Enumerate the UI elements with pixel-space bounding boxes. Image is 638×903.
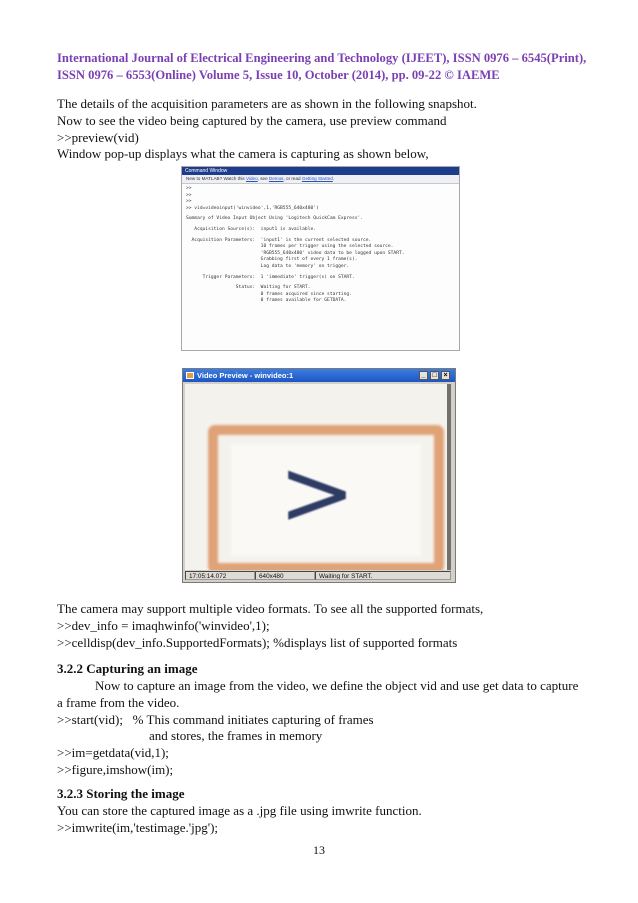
capturing-code-comment: and stores, the frames in memory xyxy=(149,728,323,744)
command-line: >> vid=videoinput('winvideo',1,'RGB555_640x480') xyxy=(186,205,319,211)
command-line: >> xyxy=(186,199,192,205)
status-resolution: 640x480 xyxy=(255,571,315,580)
info-text: , see xyxy=(257,176,269,181)
journal-header xyxy=(57,50,597,84)
capturing-code-line: >>start(vid); % This command initiates capturing of frames xyxy=(57,711,374,727)
video-status-bar xyxy=(185,571,451,580)
info-text: . xyxy=(332,176,335,181)
maximize-icon[interactable]: □ xyxy=(430,371,439,380)
demos-link[interactable]: Demos xyxy=(268,176,284,181)
formats-line: >>celldisp(dev_info.SupportedFormats); %displays list of supported formats xyxy=(57,634,458,650)
close-icon[interactable]: × xyxy=(441,371,450,380)
video-preview-title: Video Preview - winvideo:1 xyxy=(197,371,294,380)
section-heading-capturing: 3.2.2 Capturing an image xyxy=(57,661,198,676)
video-link[interactable]: Video xyxy=(246,176,258,181)
intro-paragraph xyxy=(57,96,597,163)
capturing-line: a frame from the video. xyxy=(57,694,180,710)
command-line: Summary of Video Input Object Using 'Logitech QuickCam Express'. xyxy=(186,216,364,222)
status-message: Waiting for START. xyxy=(315,571,451,580)
intro-line: Now to see the video being captured by the camera, use preview command xyxy=(57,112,447,128)
intro-line: Window pop-up displays what the camera is capturing as shown below, xyxy=(57,146,429,162)
video-frame xyxy=(185,384,451,570)
command-line: Status: Waiting for START. xyxy=(186,285,311,291)
capturing-code-line: >>figure,imshow(im); xyxy=(57,761,174,777)
intro-line: >>preview(vid) xyxy=(57,129,139,145)
command-window-output xyxy=(182,184,459,307)
capturing-code-line: >>im=getdata(vid,1); xyxy=(57,745,169,761)
formats-line: The camera may support multiple video formats. To see all the supported formats, xyxy=(57,601,484,616)
preview-glyph: > xyxy=(278,439,356,546)
command-line: 0 frames acquired since starting. xyxy=(186,291,352,297)
formats-paragraph xyxy=(57,601,597,651)
command-line: 10 frames per trigger using the selected source. xyxy=(186,244,394,250)
command-line: Trigger Parameters: 1 'immediate' trigger(s) on START. xyxy=(186,274,355,280)
command-line: Acquisition Source(s): input1 is available. xyxy=(186,226,316,232)
info-text: , or read xyxy=(283,176,302,181)
video-frame-image xyxy=(185,384,451,570)
journal-header-line-2: ISSN 0976 – 6553(Online) Volume 5, Issue 10, October (2014), pp. 09-22 © IAEME xyxy=(57,68,500,82)
command-line: >> xyxy=(186,186,192,191)
command-line: 0 frames available for GETDATA. xyxy=(186,298,347,304)
intro-line: The details of the acquisition parameters are as shown in the following snapshot. xyxy=(57,96,477,111)
command-line: Log data to 'memory' on trigger. xyxy=(186,263,350,269)
info-text: New to MATLAB? Watch this xyxy=(186,176,246,181)
storing-code-line: >>imwrite(im,'testimage.'jpg'); xyxy=(57,819,219,835)
command-line: 'RGB555_640x480' video data to be logged upon START. xyxy=(186,250,405,256)
capturing-line: Now to capture an image from the video, we define the object vid and use get data to capture xyxy=(95,678,579,693)
formats-line: >>dev_info = imaqhwinfo('winvideo',1); xyxy=(57,617,270,633)
command-line: >> xyxy=(186,192,192,198)
storing-line: You can store the captured image as a .jpg file using imwrite function. xyxy=(57,803,422,818)
page-number: 13 xyxy=(313,843,325,857)
storing-paragraph xyxy=(57,803,597,837)
capturing-paragraph xyxy=(57,678,597,779)
minimize-icon[interactable]: _ xyxy=(419,371,428,380)
journal-header-line-1: International Journal of Electrical Engineering and Technology (IJEET), ISSN 0976 – 6545(Print), xyxy=(57,51,587,65)
video-preview-window xyxy=(182,368,456,583)
app-icon xyxy=(186,372,194,379)
status-timestamp: 17:05:14.072 xyxy=(185,571,255,580)
getting-started-link[interactable]: Getting Started xyxy=(301,176,333,181)
command-line: Grabbing first of every 1 frame(s). xyxy=(186,257,358,263)
command-line: Acquisition Parameters: 'input1' is the current selected source. xyxy=(186,237,372,243)
section-heading-storing: 3.2.3 Storing the image xyxy=(57,786,185,801)
command-window-title: Command Window xyxy=(182,167,459,175)
command-window-snapshot xyxy=(181,166,460,351)
command-window-info-bar xyxy=(182,175,459,184)
video-preview-titlebar[interactable] xyxy=(183,369,455,382)
